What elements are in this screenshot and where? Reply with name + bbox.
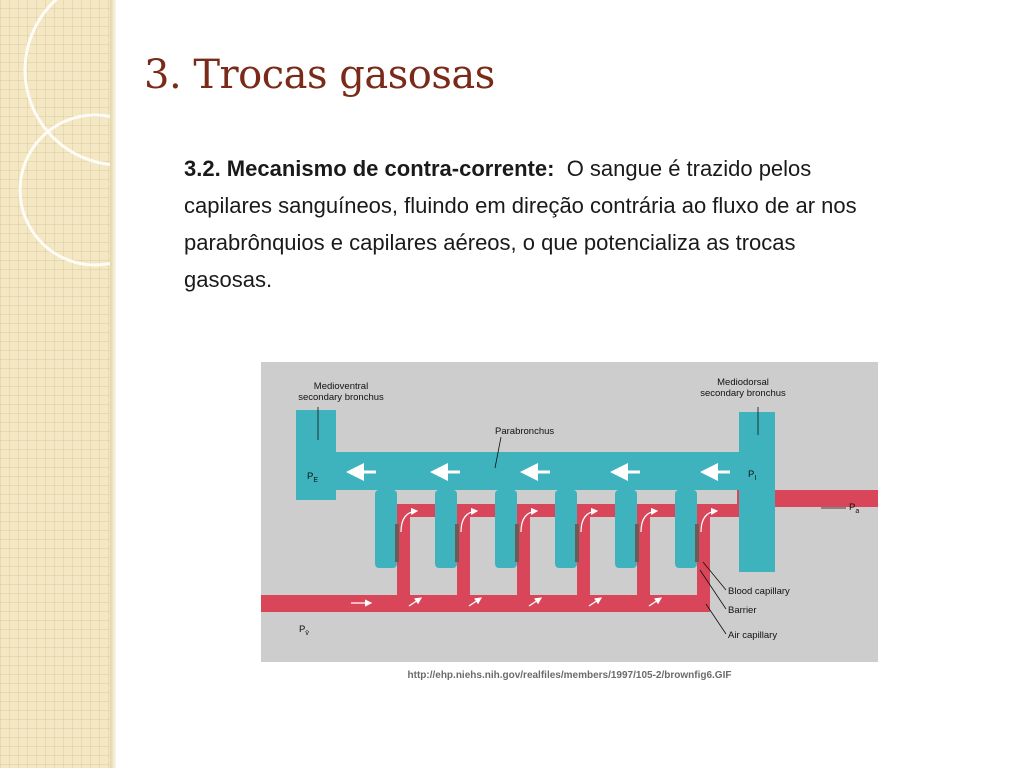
label-air-capillary: Air capillary	[728, 630, 778, 641]
slide-title: 3. Trocas gasosas	[144, 52, 495, 98]
countercurrent-diagram	[261, 362, 878, 662]
decorative-sidebar	[0, 0, 110, 768]
label-medioventral-2: secondary bronchus	[298, 392, 384, 403]
label-blood-capillary: Blood capillary	[728, 586, 790, 597]
label-mediodorsal-2: secondary bronchus	[700, 388, 786, 399]
label-pa: $P_a$	[849, 502, 860, 515]
label-pv: $P_{v̄}$	[299, 624, 309, 637]
sidebar-edge	[110, 0, 116, 768]
label-pe: $P_E$	[307, 471, 319, 484]
label-parabronchus: Parabronchus	[495, 426, 555, 437]
slide-body	[184, 150, 884, 298]
figure-source-link: http://ehp.niehs.nih.gov/realfiles/members/1997/105-2/brownfig6.GIF	[407, 670, 732, 681]
label-pi: $P_I$	[748, 469, 757, 482]
body-text: O sangue é trazido pelos capilares sanguíneos, fluindo em direção contrária ao fluxo de ar nos parabrônquios e capilares aéreos, o que potencializa as trocas gasosas.	[184, 156, 857, 292]
body-heading: 3.2. Mecanismo de contra-corrente:	[184, 156, 555, 181]
label-barrier: Barrier	[728, 605, 757, 616]
decorative-circles	[0, 0, 110, 768]
label-medioventral: Medioventral	[313, 381, 369, 392]
label-mediodorsal: Mediodorsal	[717, 377, 769, 388]
